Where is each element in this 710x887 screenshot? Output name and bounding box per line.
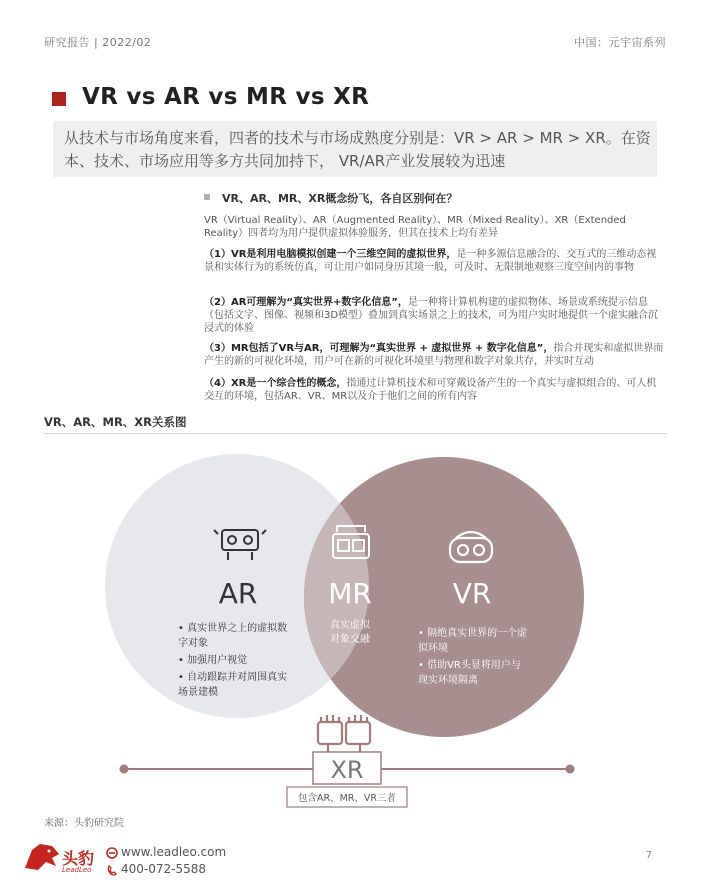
header-series-label: 中国：元宇宙系列 xyxy=(574,36,666,49)
source-note: 来源：头豹研究院 xyxy=(44,818,124,829)
paragraph-mr-bold: （3）MR包括了VR与AR，可理解为“真实世界 + 虚拟世界 + 数字化信息”， xyxy=(204,343,554,354)
xr-label: XR xyxy=(330,756,364,784)
relationship-diagram xyxy=(0,440,710,810)
section-heading: VR、AR、MR、XR概念纷飞，各自区别何在？ xyxy=(222,192,458,205)
xr-timeline-right-dot xyxy=(566,765,575,774)
diagram-title: VR、AR、MR、XR关系图 xyxy=(44,415,187,429)
paragraph-vr-text: 是一种多源信息融合的、交互式的三维动态视景和实体行为的系统仿真，可让用户如同身历其境一般，可及时、无限制地观察三度空间内的事物 xyxy=(204,249,657,273)
page-number: 7 xyxy=(645,850,652,861)
vr-label: VR xyxy=(452,577,492,610)
vr-bullet-2: • 借助VR头显将用户与 xyxy=(418,660,521,671)
ar-bullet-2: • 加强用户视觉 xyxy=(178,655,248,666)
header-report-label: 研究报告 | 2022/02 xyxy=(44,36,152,49)
section-marker xyxy=(204,194,210,200)
xr-caption: 包含AR、MR、VR三者 xyxy=(298,793,396,804)
vr-bullet-1b: 拟环境 xyxy=(418,643,448,654)
paragraph-mr xyxy=(204,342,666,368)
intro-paragraph: VR（Virtual Reality）、AR（Augmented Reality）、MR（Mixed Reality）、XR（Extended Reality）四者均为用户提供虚拟体验服务，但其在技术上均有差异 xyxy=(204,215,626,239)
brand-name: 头豹 xyxy=(62,849,95,868)
paragraph-vr-bold: （1）VR是利用电脑模拟创建一个三维空间的虚拟世界， xyxy=(204,249,457,260)
title-marker xyxy=(52,92,66,106)
paragraph-vr xyxy=(204,248,666,274)
mr-desc-line2: 对象交融 xyxy=(330,634,370,645)
phone-icon xyxy=(106,864,118,876)
vr-bullet-2b: 现实环境隔离 xyxy=(418,675,478,686)
xr-hands-icon xyxy=(318,715,370,752)
xr-timeline-left-dot xyxy=(120,765,129,774)
ar-bullet-1: • 真实世界之上的虚拟数 xyxy=(178,623,288,634)
summary-text: 从技术与市场角度来看，四者的技术与市场成熟度分别是：VR > AR > MR > XR。在资本、技术、市场应用等多方共同加持下， VR/AR产业发展较为迅速 xyxy=(64,129,651,170)
footer-website[interactable]: www.leadleo.com xyxy=(121,845,227,859)
paragraph-ar-text: 是一种将计算机构建的虚拟物体、场景或系统提示信息（包括文字、图像、视频和3D模型）叠加到真实场景之上的技术，可为用户实时地提供一个虚实融合沉浸式的体验 xyxy=(204,297,659,334)
web-icon xyxy=(106,847,118,859)
paragraph-ar-bold: （2）AR可理解为“真实世界+数字化信息”， xyxy=(204,297,408,308)
paragraph-xr-bold: （4）XR是一个综合性的概念， xyxy=(204,378,347,389)
ar-bullet-3: • 自动跟踪并对周围真实 xyxy=(178,672,288,683)
paragraph-ar xyxy=(204,296,666,335)
paragraph-xr-text: 指通过计算机技术和可穿戴设备产生的一个真实与虚拟组合的、可人机交互的环境，包括AR、VR、MR以及介于他们之间的所有内容 xyxy=(204,378,657,402)
mr-label: MR xyxy=(328,577,372,610)
page-title: VR vs AR vs MR vs XR xyxy=(82,84,370,110)
ar-bullet-3b: 场景建模 xyxy=(178,687,218,698)
diagram-divider xyxy=(44,433,667,434)
ar-label: AR xyxy=(218,577,258,610)
paragraph-xr xyxy=(204,377,666,403)
vr-bullet-1: • 隔绝真实世界的一个虚 xyxy=(418,628,528,639)
ar-bullet-1b: 字对象 xyxy=(178,638,208,649)
paragraph-mr-text: 指合并现实和虚拟世界而产生的新的可视化环境，用户可在新的可视化环境里与物理和数字对象共存，并实时互动 xyxy=(204,343,664,367)
mr-desc-line1: 真实虚拟 xyxy=(330,620,370,631)
footer-phone: 400-072-5588 xyxy=(121,862,207,876)
leopard-logo-icon xyxy=(22,840,62,876)
brand-sub: LeadLeo xyxy=(62,866,92,874)
